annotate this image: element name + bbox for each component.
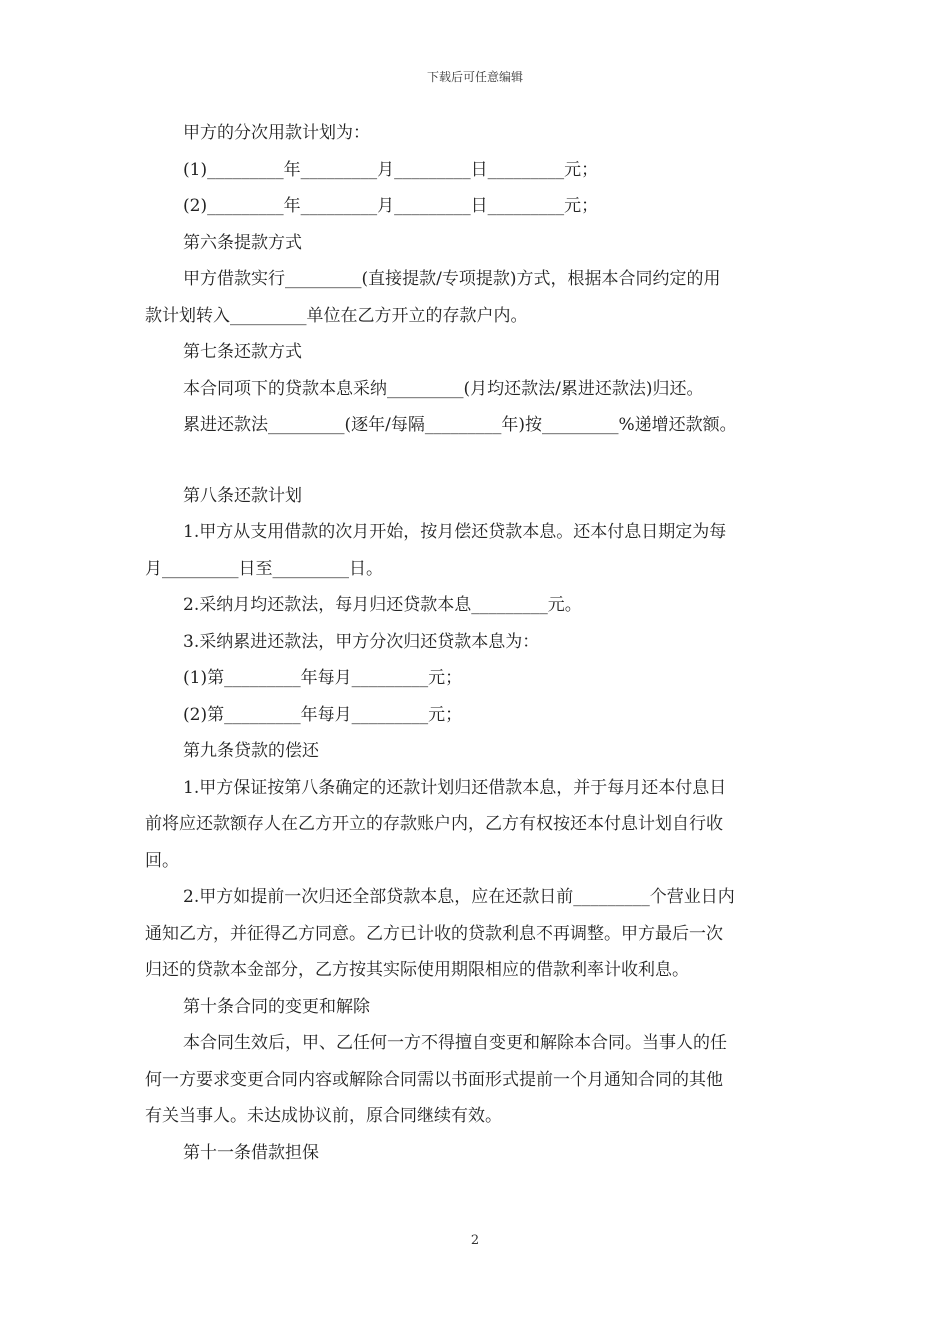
page-header: 下载后可任意编辑 (426, 70, 523, 84)
paragraph-line: 回。 (145, 850, 179, 871)
paragraph-line: 1.甲方从支用借款的次月开始，按月偿还贷款本息。还本付息日期定为每 (183, 522, 727, 542)
paragraph-line: (1)_________年_________月_________日_________元； (183, 159, 599, 180)
paragraph-line: 何一方要求变更合同内容或解除合同需以书面形式提前一个月通知合同的其他 (145, 1069, 723, 1090)
paragraph-line: 甲方借款实行_________(直接提款/专项提款)方式，根据本合同约定的用 (183, 269, 721, 289)
section-heading: 第十条合同的变更和解除 (183, 996, 370, 1017)
paragraph-line: 1.甲方保证按第八条确定的还款计划归还借款本息，并于每月还本付息日 (183, 777, 727, 798)
document-body (145, 122, 809, 1178)
paragraph-line: 通知乙方，并征得乙方同意。乙方已计收的贷款利息不再调整。甲方最后一次 (145, 923, 723, 944)
section-heading: 第九条贷款的偿还 (183, 741, 319, 761)
page-number: 2 (470, 1233, 480, 1248)
section-heading: 第十一条借款担保 (183, 1142, 319, 1163)
paragraph-line: 3.采纳累进还款法，甲方分次归还贷款本息为： (183, 631, 540, 652)
paragraph-line: (2)_________年_________月_________日_________元； (183, 196, 599, 216)
paragraph-line: 累进还款法_________(逐年/每隔_________年)按_________%递增还款额。 (183, 415, 737, 435)
paragraph-line: 本合同生效后，甲、乙任何一方不得擅自变更和解除本合同。当事人的任 (183, 1033, 727, 1053)
paragraph-line: 归还的贷款本金部分，乙方按其实际使用期限相应的借款利率计收利息。 (145, 960, 689, 980)
blank-gap (145, 451, 809, 485)
paragraph-line: 甲方的分次用款计划为： (183, 123, 370, 143)
paragraph-line: 月_________日至_________日。 (145, 558, 383, 579)
paragraph-line: 款计划转入_________单位在乙方开立的存款户内。 (145, 305, 528, 326)
paragraph-line: 2.甲方如提前一次归还全部贷款本息，应在还款日前_________个营业日内 (183, 887, 735, 907)
section-heading: 第六条提款方式 (183, 232, 302, 253)
paragraph-line: 2.采纳月均还款法，每月归还贷款本息_________元。 (183, 595, 582, 615)
section-heading: 第七条还款方式 (183, 342, 302, 362)
paragraph-line: (2)第_________年每月_________元； (183, 704, 463, 725)
paragraph-line: 本合同项下的贷款本息采纳_________(月均还款法/累进还款法)归还。 (183, 378, 704, 399)
paragraph-line: 前将应还款额存人在乙方开立的存款账户内，乙方有权按还本付息计划自行收 (145, 814, 723, 834)
paragraph-line: (1)第_________年每月_________元； (183, 668, 463, 688)
section-heading: 第八条还款计划 (183, 485, 302, 506)
paragraph-line: 有关当事人。未达成协议前，原合同继续有效。 (145, 1106, 502, 1126)
